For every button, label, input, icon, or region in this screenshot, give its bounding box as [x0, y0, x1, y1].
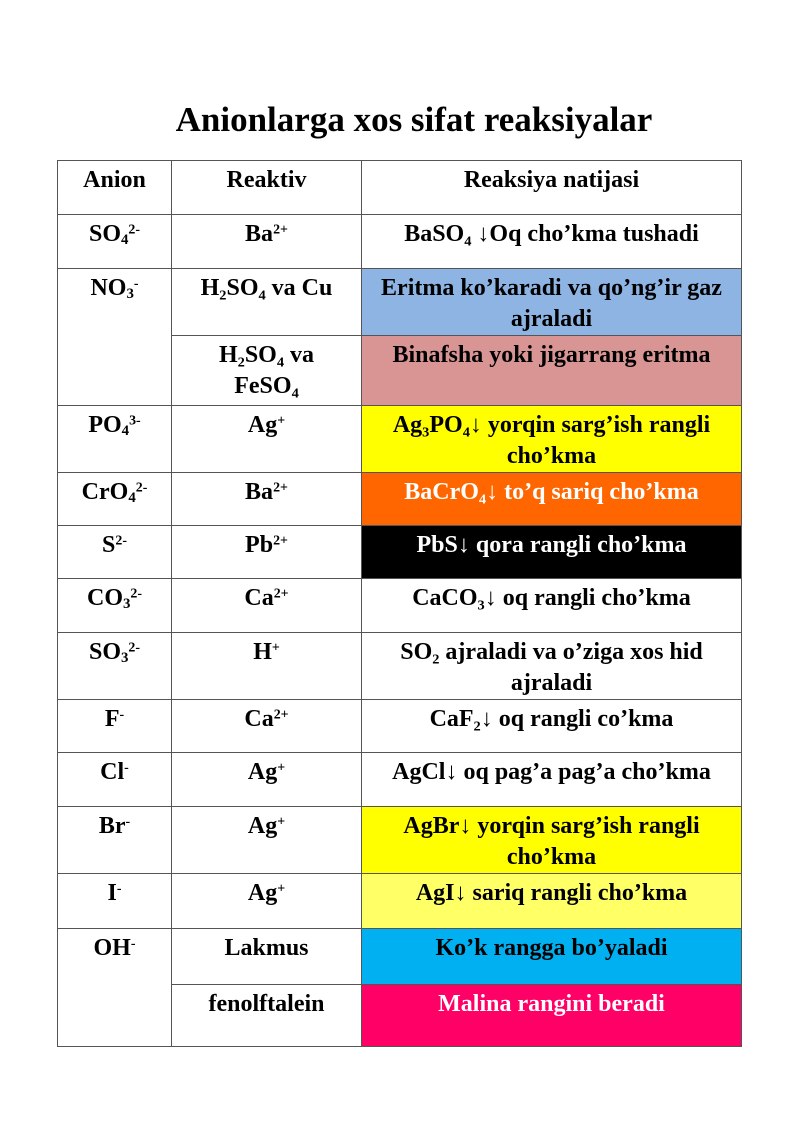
result-cell: Malina rangini beradi — [362, 985, 742, 1047]
result-cell: SO₂ ajraladi va o’ziga xos hid ajraladi — [362, 633, 742, 700]
table-row — [58, 269, 742, 336]
reagent-cell: $Ba^{2+}$ — [172, 215, 362, 269]
table-row — [58, 700, 742, 753]
result-cell: Binafsha yoki jigarrang eritma — [362, 336, 742, 406]
result-cell: AgCl↓ oq pag’a pag’a cho’kma — [362, 753, 742, 807]
table-row — [58, 579, 742, 633]
anion-cell: $PO_4^{3-}$ — [58, 406, 172, 473]
result-cell: BaSO₄ ↓Oq cho’kma tushadi — [362, 215, 742, 269]
table-row — [58, 874, 742, 929]
result-cell: CaCO₃↓ oq rangli cho’kma — [362, 579, 742, 633]
table-row — [58, 753, 742, 807]
reagent-cell: Ag+ — [172, 874, 362, 929]
result-cell: AgI↓ sariq rangli cho’kma — [362, 874, 742, 929]
anion-cell: F- — [58, 700, 172, 753]
anion-cell: Cl- — [58, 753, 172, 807]
page-title: Anionlarga xos sifat reaksiyalar — [175, 100, 653, 139]
table-row — [58, 807, 742, 874]
reagent-cell: Ag+ — [172, 807, 362, 874]
result-cell: AgBr↓ yorqin sarg’ish rangli cho’kma — [362, 807, 742, 874]
header-row — [58, 161, 742, 215]
anion-cell: OH- — [58, 929, 172, 1047]
anion-cell: Br- — [58, 807, 172, 874]
result-cell: BaCrO₄↓ to’q sariq cho’kma — [362, 473, 742, 526]
reagent-cell: H₂SO₄ va FeSO₄ — [172, 336, 362, 406]
anion-reactions-table — [57, 160, 742, 1047]
table-row — [58, 473, 742, 526]
reagent-cell: $Ca^{2+}$ — [172, 579, 362, 633]
reagent-cell: H+ — [172, 633, 362, 700]
anion-cell: $SO_3^{2-}$ — [58, 633, 172, 700]
anion-cell: $CO_3^{2-}$ — [58, 579, 172, 633]
table-row — [58, 406, 742, 473]
anion-cell: $S^{2-}$ — [58, 526, 172, 579]
reagent-cell: Ag+ — [172, 406, 362, 473]
reagent-cell: Ag+ — [172, 753, 362, 807]
reagent-cell: Lakmus — [172, 929, 362, 985]
result-cell: Ko’k rangga bo’yaladi — [362, 929, 742, 985]
anion-cell: $SO_4^{2-}$ — [58, 215, 172, 269]
header-result: Reaksiya natijasi — [362, 161, 742, 215]
reagent-cell: fenolftalein — [172, 985, 362, 1047]
reagent-cell: $Ca^{2+}$ — [172, 700, 362, 753]
anion-cell: I- — [58, 874, 172, 929]
reagent-cell: $Pb^{2+}$ — [172, 526, 362, 579]
result-cell: Ag₃PO₄↓ yorqin sarg’ish rangli cho’kma — [362, 406, 742, 473]
anion-cell: $NO_3^-$ — [58, 269, 172, 406]
reagent-cell: H₂SO₄ va Cu — [172, 269, 362, 336]
result-cell: PbS↓ qora rangli cho’kma — [362, 526, 742, 579]
table-row — [58, 526, 742, 579]
table-row — [58, 633, 742, 700]
table-row — [58, 929, 742, 985]
anion-cell: CrO$_4^{2-}$ — [58, 473, 172, 526]
table-row — [58, 215, 742, 269]
header-anion: Anion — [58, 161, 172, 215]
header-reagent: Reaktiv — [172, 161, 362, 215]
reagent-cell: $Ba^{2+}$ — [172, 473, 362, 526]
result-cell: CaF₂↓ oq rangli co’kma — [362, 700, 742, 753]
result-cell: Eritma ko’karadi va qo’ng’ir gaz ajraladi — [362, 269, 742, 336]
